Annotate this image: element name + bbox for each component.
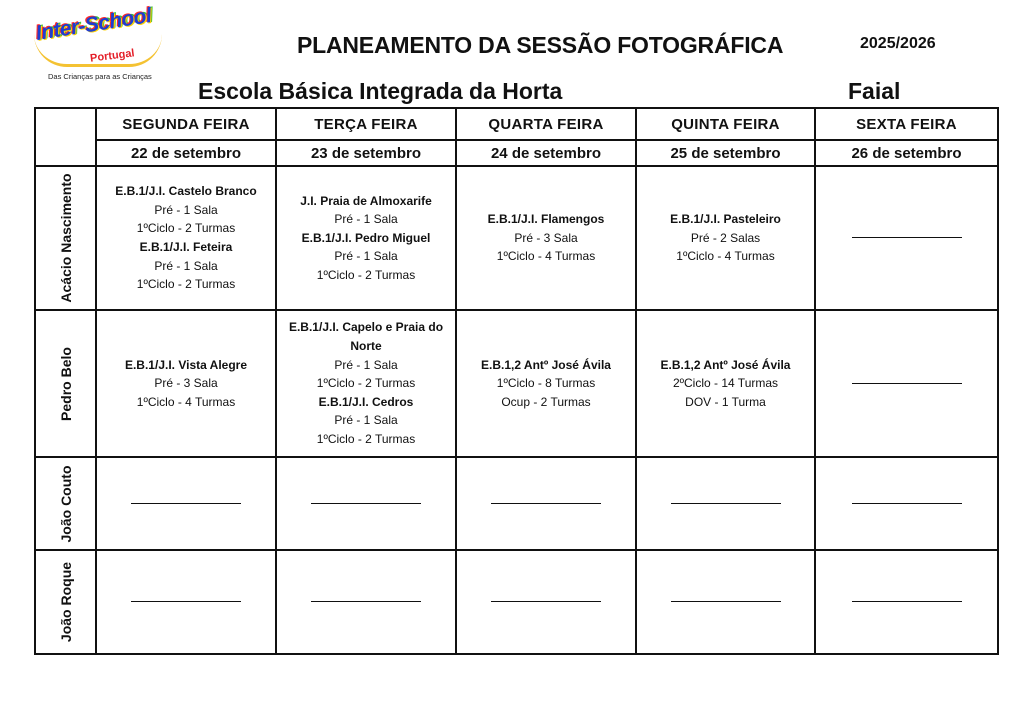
schedule-entry (637, 356, 814, 412)
class-detail: Pré - 1 Sala (334, 413, 398, 428)
class-detail: Pré - 3 Sala (514, 230, 578, 245)
school-location: E.B.1/J.I. Pasteleiro (670, 212, 781, 227)
empty-slot-line (671, 601, 781, 602)
empty-slot-line (491, 601, 601, 602)
inter-school-logo (34, 4, 174, 86)
photographer-name: João Couto (57, 465, 74, 542)
class-detail: 2ºCiclo - 14 Turmas (672, 376, 779, 391)
photographer-cell (35, 550, 96, 654)
empty-slot-line (852, 503, 962, 504)
empty-slot-line (311, 503, 421, 504)
schedule-entry (97, 182, 275, 294)
logo-tagline: Das Crianças para as Crianças (48, 72, 152, 81)
day-header-5: SEXTA FEIRA (815, 108, 998, 140)
empty-slot-line (311, 601, 421, 602)
school-location: E.B.1/J.I. Vista Alegre (124, 357, 248, 372)
photographer-cell (35, 457, 96, 550)
class-detail: 1ºCiclo - 2 Turmas (136, 277, 236, 292)
date-header-3: 24 de setembro (456, 140, 636, 166)
class-detail: 1ºCiclo - 2 Turmas (316, 376, 416, 391)
schedule-cell (276, 166, 456, 310)
school-location: E.B.1/J.I. Flamengos (487, 212, 605, 227)
class-detail: 1ºCiclo - 2 Turmas (316, 431, 416, 446)
schedule-cell (96, 166, 276, 310)
empty-slot-line (852, 383, 962, 384)
schedule-cell (96, 310, 276, 457)
class-detail: Pré - 1 Sala (334, 212, 398, 227)
day-header-2: TERÇA FEIRA (276, 108, 456, 140)
schedule-cell (276, 310, 456, 457)
school-location: E.B.1/J.I. Feteira (139, 240, 233, 254)
island-name: Faial (848, 78, 901, 104)
corner-cell (35, 108, 96, 166)
schedule-entry (637, 210, 814, 266)
schedule-cell (456, 550, 636, 654)
logo-brand-text: Inter-School (34, 4, 153, 46)
school-location: E.B.1/J.I. Castelo Branco (115, 184, 257, 199)
schedule-cell (815, 310, 998, 457)
class-detail: Pré - 1 Sala (334, 357, 398, 372)
photographer-name: João Roque (57, 561, 74, 643)
date-header-1: 22 de setembro (96, 140, 276, 166)
schedule-cell (96, 550, 276, 654)
school-location: E.B.1,2 Antº José Ávila (660, 357, 791, 372)
class-detail: Pré - 2 Salas (690, 230, 761, 245)
schedule-cell (456, 457, 636, 550)
photographer-row (35, 457, 998, 550)
schedule-cell (636, 166, 815, 310)
schedule-cell (815, 550, 998, 654)
empty-slot-line (671, 503, 781, 504)
class-detail: 1ºCiclo - 4 Turmas (676, 249, 775, 264)
empty-slot-line (131, 503, 241, 504)
class-detail: 1ºCiclo - 8 Turmas (496, 376, 596, 391)
photographer-name: Acácio Nascimento (57, 173, 74, 303)
photographer-row (35, 550, 998, 654)
photographer-cell (35, 310, 96, 457)
class-detail: 1ºCiclo - 4 Turmas (496, 249, 596, 264)
schedule-cell (456, 310, 636, 457)
schedule-cell (815, 166, 998, 310)
day-header-3: QUARTA FEIRA (456, 108, 636, 140)
day-header-4: QUINTA FEIRA (636, 108, 815, 140)
empty-slot-line (491, 503, 601, 504)
logo-country-text: Portugal (89, 47, 136, 65)
photographer-cell (35, 166, 96, 310)
class-detail: 1ºCiclo - 4 Turmas (136, 394, 236, 409)
schedule-cell (636, 310, 815, 457)
school-name: Escola Básica Integrada da Horta (198, 78, 563, 104)
school-location: E.B.1/J.I. Cedros (318, 394, 414, 409)
schedule-table (34, 107, 999, 655)
class-detail: Pré - 1 Sala (154, 202, 218, 217)
schedule-cell (636, 550, 815, 654)
class-detail: 1ºCiclo - 2 Turmas (136, 221, 236, 236)
class-detail: Pré - 3 Sala (154, 376, 218, 391)
empty-slot-line (852, 237, 962, 238)
photographer-name: Pedro Belo (57, 346, 74, 421)
class-detail: Pré - 1 Sala (154, 258, 218, 273)
date-header-row (35, 140, 998, 166)
document-title: PLANEAMENTO DA SESSÃO FOTOGRÁFICA (297, 32, 784, 58)
schedule-cell (276, 550, 456, 654)
class-detail: 1ºCiclo - 2 Turmas (316, 267, 416, 282)
schedule-entry (97, 356, 275, 412)
schedule-cell (456, 166, 636, 310)
schedule-entry (277, 318, 455, 448)
empty-slot-line (131, 601, 241, 602)
schedule-entry (277, 192, 455, 285)
schedule-entry (457, 210, 635, 266)
photographer-row (35, 166, 998, 310)
empty-slot-line (852, 601, 962, 602)
class-detail: DOV - 1 Turma (685, 394, 766, 409)
class-detail: Ocup - 2 Turmas (501, 394, 591, 409)
schedule-cell (96, 457, 276, 550)
date-header-2: 23 de setembro (276, 140, 456, 166)
day-header-1: SEGUNDA FEIRA (96, 108, 276, 140)
date-header-5: 26 de setembro (815, 140, 998, 166)
day-header-row (35, 108, 998, 140)
schedule-cell (276, 457, 456, 550)
school-location: J.I. Praia de Almoxarife (300, 193, 432, 208)
schedule-cell (815, 457, 998, 550)
date-header-4: 25 de setembro (636, 140, 815, 166)
photographer-row (35, 310, 998, 457)
school-location: E.B.1/J.I. Pedro Miguel (301, 230, 431, 245)
school-location: E.B.1,2 Antº José Ávila (481, 357, 611, 372)
schedule-cell (636, 457, 815, 550)
school-year: 2025/2026 (860, 35, 936, 52)
class-detail: Pré - 1 Sala (334, 249, 398, 264)
schedule-entry (457, 356, 635, 412)
school-location: E.B.1/J.I. Capelo e Praia do Norte (288, 320, 444, 354)
